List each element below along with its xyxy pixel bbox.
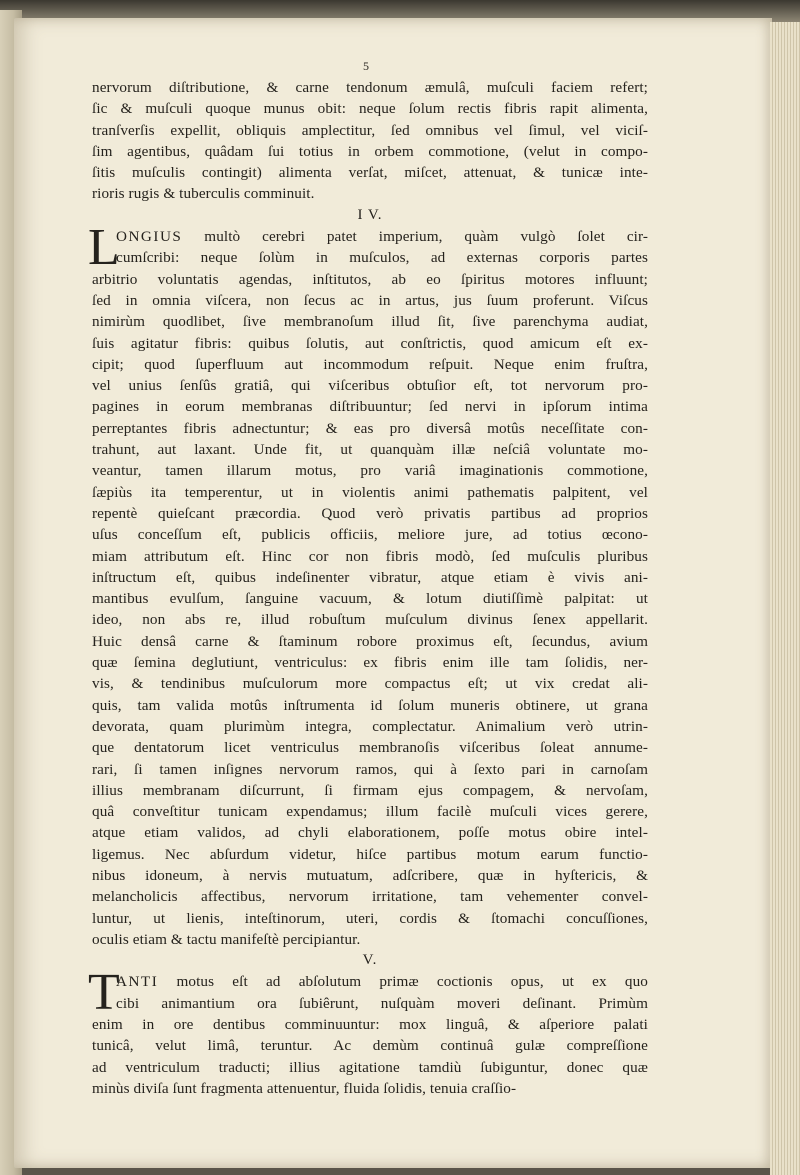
text-line: miam attributum eſt. Hinc cor non fibris modò, ſed muſculis pluribus [92, 547, 648, 565]
text-line: vel unius ſenſûs gratiâ, qui viſceribus obtuſior eſt, tot nervorum pro- [92, 377, 648, 395]
text-line: rari, ſi tamen inſignes nervorum ramos, qui à ſexto pari in carnoſam [92, 760, 648, 778]
text-line: vis, & tendinibus muſculorum more compactus eſt; ut vix credat ali- [92, 675, 648, 693]
text-line: enim in ore dentibus comminuuntur: mox linguâ, & aſperiore palati [92, 1016, 648, 1034]
text-line: que dentatorum licet ventriculus membranoſis viſceribus ſoleat annume- [92, 739, 648, 757]
section-heading-v: V. [362, 952, 378, 969]
text-line: illius membranam diſcurrunt, ſi firmam ejus compagem, & nervoſam, [92, 781, 648, 799]
text-line: tranſverſis expellit, obliquis amplectitur, ſed omnibus vel ſimul, vel viciſ- [92, 121, 648, 139]
text-line: ideo, non abs re, illud robuſtum muſculum divinus ſenex appellarit. [92, 611, 648, 629]
text-line: rioris rugis & tuberculis comminuit. [92, 185, 315, 203]
paragraph-2 [88, 219, 648, 950]
drop-cap-t: T [88, 964, 120, 1022]
text-line: veantur, tamen illarum motus, pro variâ imaginationis commotione, [92, 462, 648, 480]
text-line: ſæpiùs ita temperentur, ut in violentis animi pathematis palpitent, vel [92, 483, 648, 501]
text-line: melancholicis affectibus, nervorum irritatione, tam vehementer convel- [92, 888, 648, 906]
text-line: nimirùm quodlibet, ſive membranoſum illud ſit, ſive parenchyma audiat, [92, 313, 648, 331]
text-line [92, 971, 648, 992]
text-line: ſitis muſculis contingit) alimenta verſat, miſcet, attenuat, & tunicæ inte- [92, 164, 648, 182]
text-line: nervorum diſtributione, & carne tendonum æmulâ, muſculi faciem refert; [92, 79, 648, 96]
text-line: mantibus evulſum, ſanguine vacuum, & lotum diutiſſimè palpitat: ut [92, 590, 648, 608]
paragraph-1 [92, 77, 648, 205]
text-line: quâ conveſtitur tunicam expendamus; illum facilè muſculi vices gerere, [92, 803, 648, 821]
line-text: motus eſt ad abſolutum primæ coctionis opus, ut ex quo [158, 973, 648, 991]
drop-cap-l: L [88, 219, 120, 277]
section-heading-iv: I V. [357, 206, 383, 223]
text-line: trahunt, aut laxant. Unde fit, ut quanquàm illæ neſciâ voluntate mo- [92, 441, 648, 459]
text-line: arbitrio voluntatis agendas, inſtitutos, ab eo ſpiritus motores influunt; [92, 270, 648, 288]
text-line: cumſcribi: neque ſolùm in muſculos, ad externas corporis partes [116, 249, 648, 267]
paragraph-3 [88, 964, 648, 1099]
text-line: ſuis agitatur fibris: quibus ſolutis, aut conſtrictis, quod amicum eſt ex- [92, 334, 648, 352]
text-line: devorata, quam plurimùm integra, complectatur. Animalium verò utrin- [92, 717, 648, 735]
text-line: minùs diviſa ſunt fragmenta attenuentur, fluida ſolidis, tenuia craſſio- [92, 1079, 517, 1097]
page-number: 5 [363, 59, 369, 73]
text-line: ſic & muſculi quoque munus obit: neque ſolum rectis fibris rapit alimenta, [92, 100, 648, 118]
text-line: cibi animantium ora ſubiêrunt, nuſquàm moveri deſinant. Primùm [116, 994, 648, 1012]
text-line: ad ventriculum traducti; illius agitatione tamdiù ſubiguntur, donec quæ [92, 1058, 648, 1076]
text-line: quæ ſemina deglutiunt, ventriculus: ex fibris enim ille tam ſolidis, ner- [92, 654, 648, 672]
text-line: pagines in eorum membranas diſtribuuntur; ſed nervi in ipſorum intima [92, 398, 648, 416]
page-text [88, 77, 648, 1099]
text-line: cipit; quod ſuperfluum aut incommodum reſpuit. Neque enim fruſtra, [92, 355, 648, 373]
first-word: ONGIUS [116, 228, 183, 246]
page-stack-edge [770, 22, 800, 1175]
text-line: quis, tam valida motûs inſtrumenta id ſolum muneris obtinere, ut grana [92, 696, 648, 714]
text-line: atque etiam validos, ad chyli elaborationem, poſſe motus obire intel- [92, 824, 648, 842]
first-word: ANTI [116, 973, 159, 991]
text-line: oculis etiam & tactu manifeſtè percipiantur. [92, 930, 361, 948]
text-line: nibus idoneum, à nervis mutuatum, adſcribere, quæ in hyſtericis, & [92, 866, 648, 884]
text-line: tunicâ, velut limâ, teruntur. Ac demùm continuâ gulæ compreſſione [92, 1037, 648, 1055]
text-line: ſim agentibus, quâdam ſui totius in orbem commotione, (velut in compo- [92, 142, 648, 160]
text-line: inſtructum eſt, quibus indeſinenter vibratur, atque etiam è vivis ani- [92, 568, 648, 586]
text-line: ſed in omnia viſcera, non ſecus ac in artus, jus ſuum proferunt. Viſcus [92, 291, 648, 309]
text-line: uſus conceſſum eſt, publicis officiis, meliore jure, ad totius œcono- [92, 526, 648, 544]
line-text: multò cerebri patet imperium, quàm vulgò ſolet cir- [182, 228, 648, 246]
text-line: ligemus. Nec abſurdum videtur, hiſce partibus motum earum functio- [92, 845, 648, 863]
text-line: luntur, ut lienis, inteſtinorum, uteri, cordis & ſtomachi concuſſiones, [92, 909, 648, 927]
text-line [92, 226, 648, 247]
text-line: repentè quieſcant præcordia. Quod verò privatis partibus ad proprios [92, 504, 648, 522]
text-line: perreptantes fibris adnectuntur; & eas pro diversâ motûs neceſſitate con- [92, 419, 648, 437]
text-line: Huic densâ carne & ſtaminum robore proximus eſt, ſecundus, avium [92, 632, 648, 650]
